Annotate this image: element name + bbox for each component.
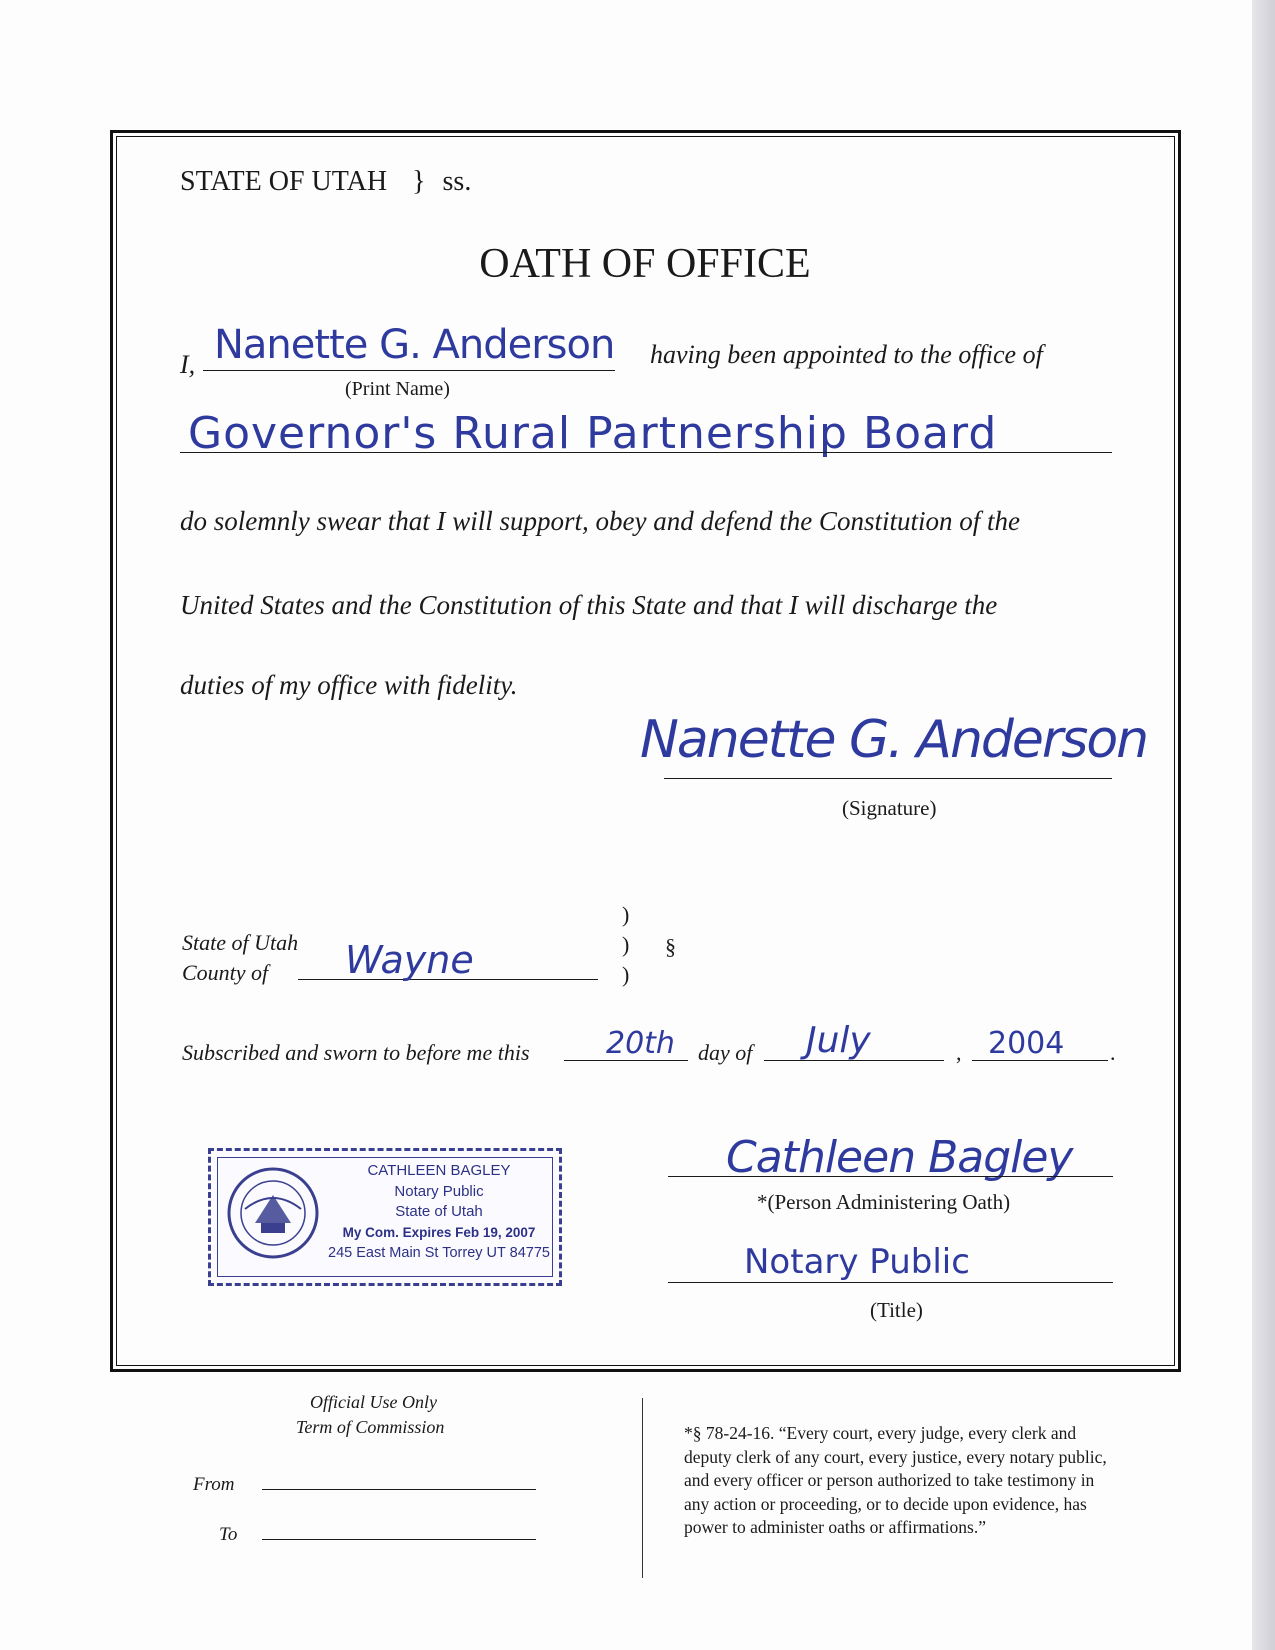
office-line <box>180 452 1112 453</box>
day-handwritten: 20th <box>606 1026 675 1061</box>
administrator-caption: *(Person Administering Oath) <box>757 1190 1011 1214</box>
office-handwritten: Governor's Rural Partnership Board <box>188 408 998 459</box>
having-text: having been appointed to the office of <box>650 340 1043 369</box>
bottom-divider <box>642 1398 643 1578</box>
date-comma: , <box>956 1040 962 1065</box>
brace: } <box>412 166 426 197</box>
from-label: From <box>193 1474 235 1495</box>
to-line <box>262 1539 536 1540</box>
name-handwritten: Nanette G. Anderson <box>214 322 615 368</box>
footnote-line-3: and every officer or person authorized to take testimony in <box>684 1470 1095 1490</box>
title-line <box>668 1282 1113 1283</box>
signature-handwritten: Nanette G. Anderson <box>640 710 1148 770</box>
footnote-line-4: any action or proceeding, or to decide upon evidence, has <box>684 1493 1087 1514</box>
administrator-line <box>668 1176 1113 1177</box>
seal-commission: My Com. Expires Feb 19, 2007 <box>342 1224 536 1240</box>
year-handwritten: 2004 <box>988 1026 1065 1061</box>
official-use-label: Official Use Only <box>310 1392 437 1412</box>
venue-paren-2: ) <box>622 932 630 957</box>
county-handwritten: Wayne <box>345 938 474 982</box>
footnote-block <box>684 1422 1107 1540</box>
administrator-signature-handwritten: Cathleen Bagley <box>726 1132 1073 1183</box>
oath-line-3: duties of my office with fidelity. <box>180 670 518 700</box>
seal-state: State of Utah <box>395 1203 483 1220</box>
seal-text-block <box>323 1161 555 1264</box>
seal-name: CATHLEEN BAGLEY <box>367 1162 511 1179</box>
seal-address: 245 East Main St Torrey UT 84775 <box>328 1245 550 1261</box>
day-of-label: day of <box>698 1040 753 1065</box>
venue-county-label: County of <box>182 960 269 985</box>
venue-paren-3: ) <box>622 962 630 987</box>
state-heading <box>180 166 471 198</box>
print-name-caption: (Print Name) <box>345 378 450 400</box>
oath-line-1: do solemnly swear that I will support, obey and defend the Constitution of the <box>180 506 1020 536</box>
state-label: STATE OF UTAH <box>180 166 388 197</box>
footnote-line-5: power to administer oaths or affirmations.” <box>684 1517 986 1537</box>
i-label: I, <box>180 350 196 379</box>
month-handwritten: July <box>806 1020 871 1061</box>
state-seal-emblem <box>225 1165 321 1261</box>
signature-caption: (Signature) <box>842 796 937 820</box>
venue-paren-1: ) <box>622 902 630 927</box>
section-symbol: § <box>665 934 676 959</box>
date-period: . <box>1110 1040 1116 1065</box>
from-line <box>262 1489 536 1490</box>
ss-label: ss. <box>442 166 472 197</box>
footnote-line-1: *§ 78-24-16. “Every court, every judge, every clerk and <box>684 1423 1077 1443</box>
notary-seal-stamp <box>208 1148 562 1286</box>
venue-state: State of Utah <box>182 930 299 955</box>
oath-line-2: United States and the Constitution of this State and that I will discharge the <box>180 590 998 620</box>
footnote-line-2: deputy clerk of any court, every justice, every notary public, <box>684 1446 1107 1467</box>
document-title: OATH OF OFFICE <box>479 241 811 287</box>
title-caption: (Title) <box>870 1298 923 1322</box>
signature-line <box>664 778 1112 779</box>
to-label: To <box>219 1524 238 1545</box>
print-name-line <box>203 370 615 371</box>
seal-title: Notary Public <box>394 1182 484 1200</box>
title-handwritten: Notary Public <box>744 1242 970 1282</box>
term-of-commission-label: Term of Commission <box>296 1417 445 1437</box>
subscribed-prefix: Subscribed and sworn to before me this <box>182 1040 530 1065</box>
